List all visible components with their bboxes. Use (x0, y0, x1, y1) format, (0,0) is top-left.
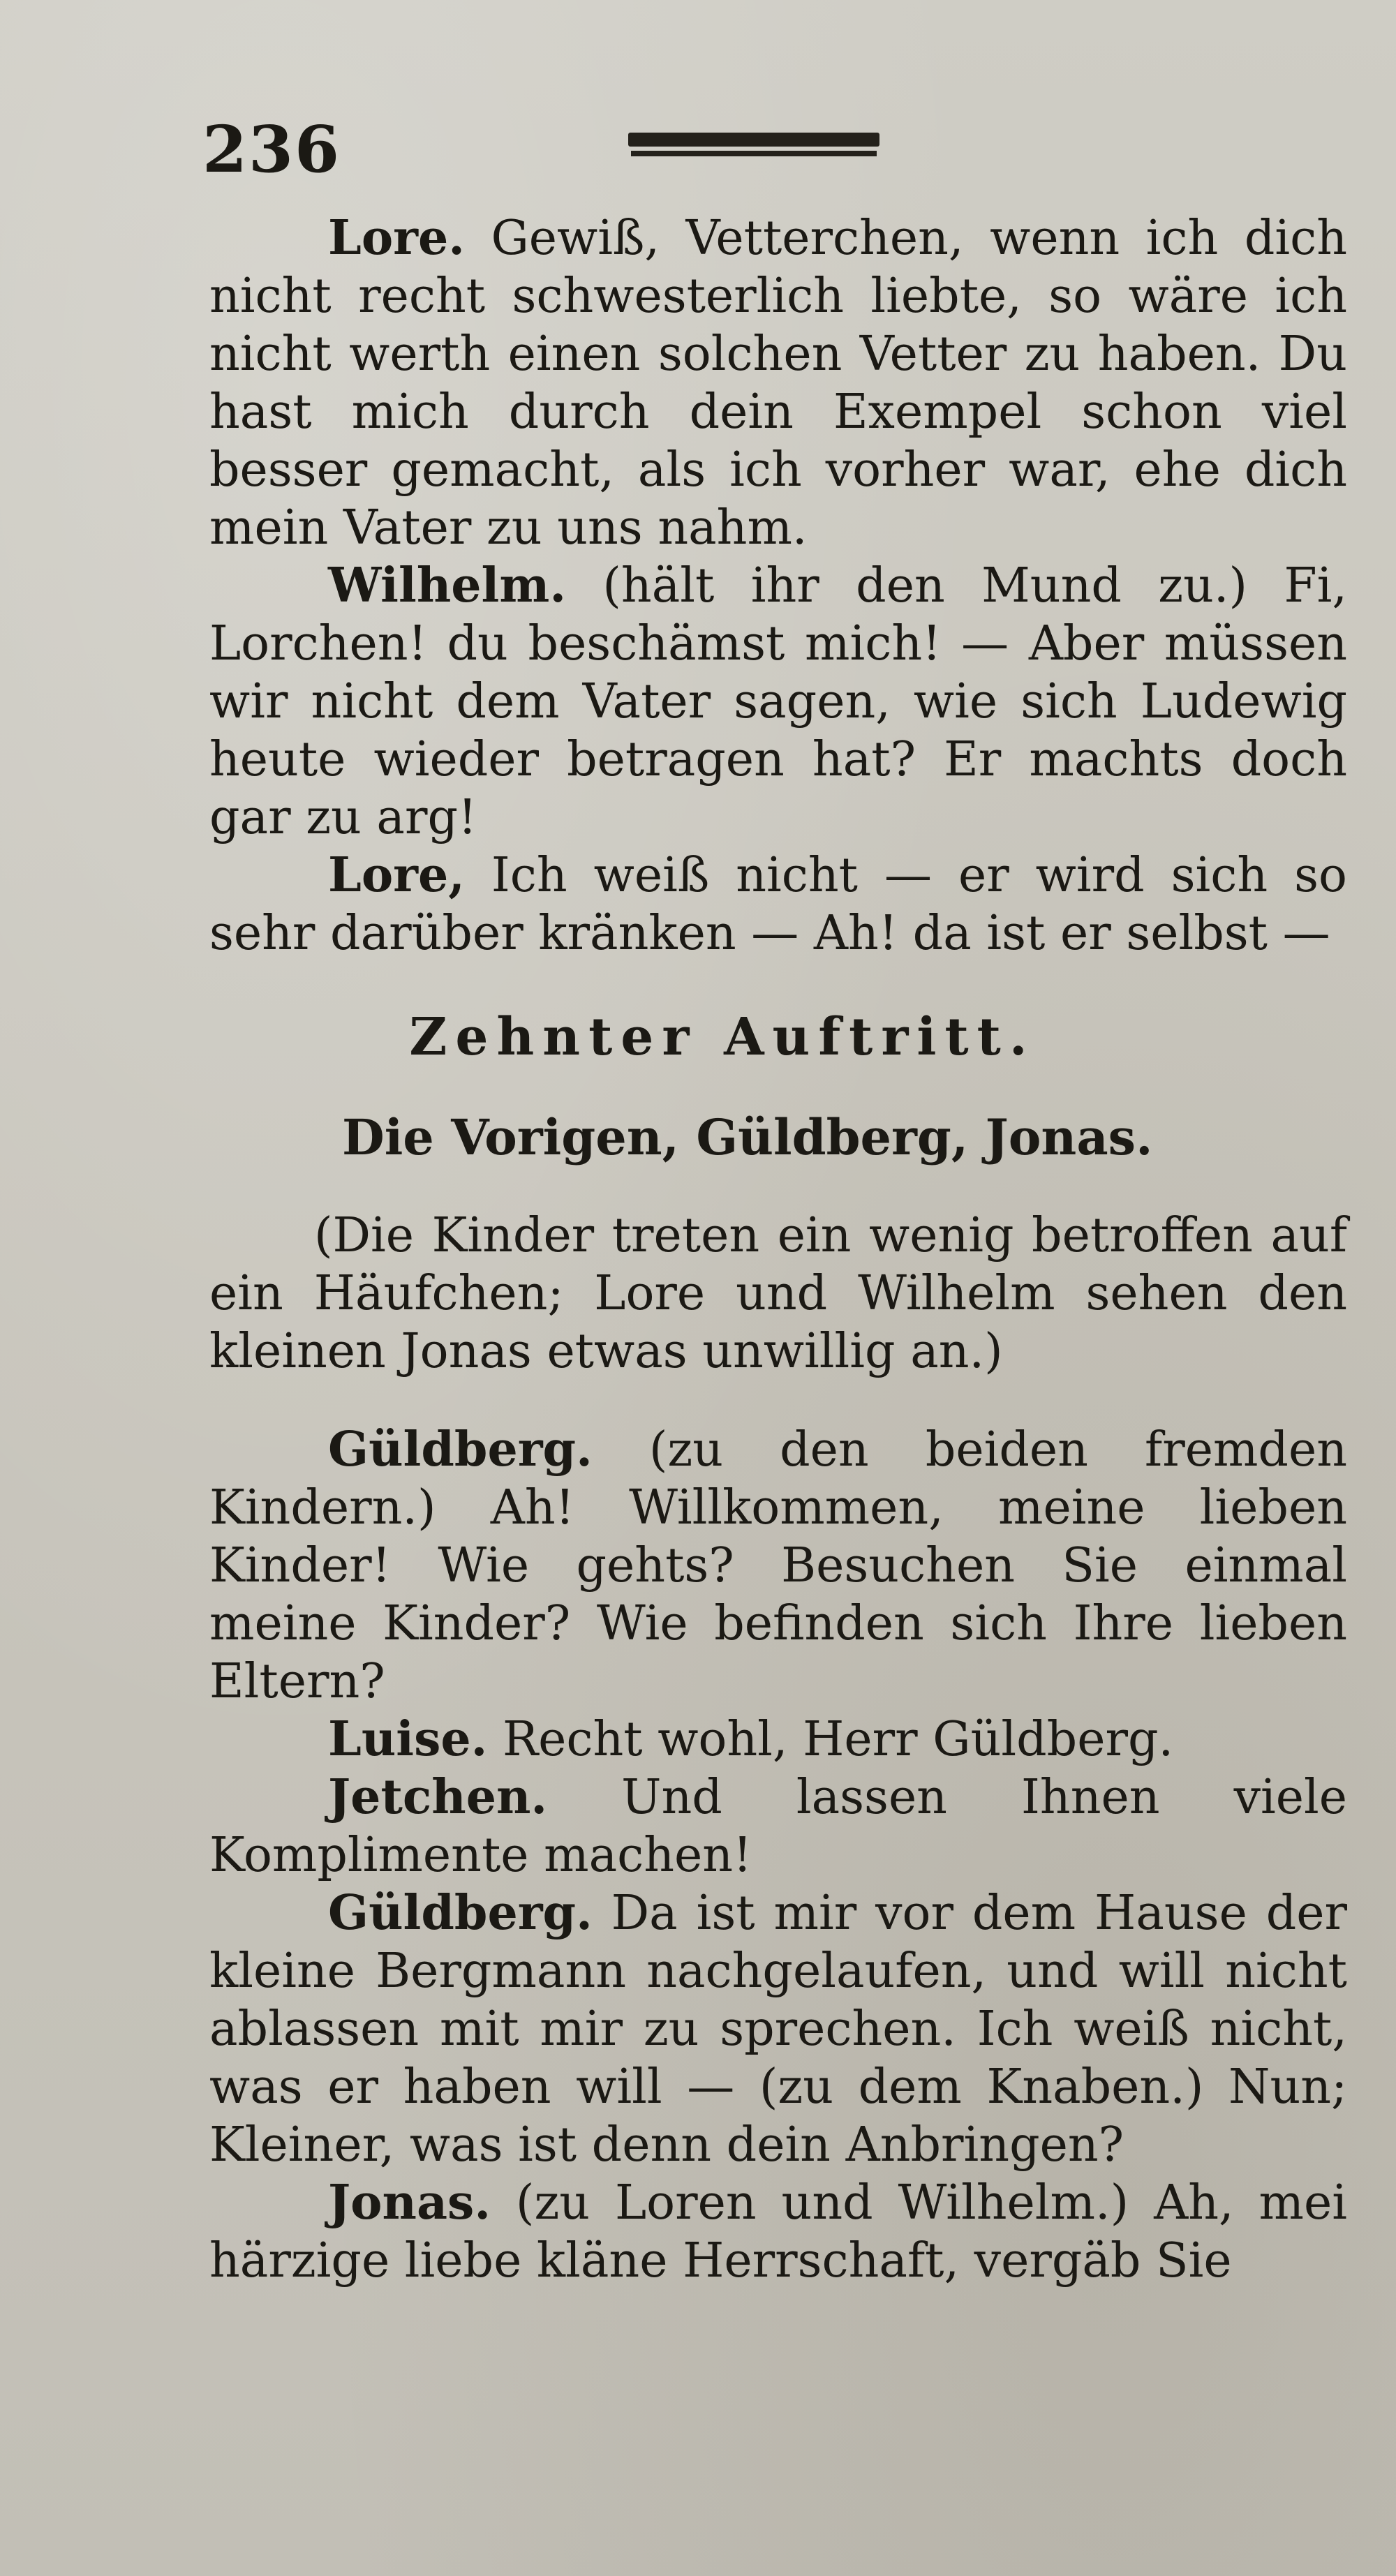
dialogue-paragraph (209, 557, 1347, 847)
speech-text: Und lassen Ihnen viele Komplimente machen! (209, 1770, 1347, 1883)
speech-text: Recht wohl, Herr Güldberg. (502, 1712, 1174, 1767)
dialogue-paragraph (209, 1884, 1347, 2174)
speech-text: Da ist mir vor dem Hause der kleine Bergmann nachgelaufen, und will nicht ablassen mit mir zu sprechen. Ich weiß nicht, was er haben will — (zu dem Knaben.) Nun; Kleiner, was ist denn dein Anbringen? (209, 1886, 1347, 2173)
speech-text: Ah! Willkommen, meine lieben Kinder! Wie gehts? Besuchen Sie einmal meine Kinder? Wie befinden sich Ihre lieben Eltern? (209, 1480, 1347, 1709)
speaker-name: Jetchen. (328, 1769, 548, 1825)
page-number: 236 (202, 112, 341, 187)
stage-direction: (zu den beiden fremden Kindern.) (209, 1422, 1347, 1535)
speech-text: Gewiß, Vetterchen, wenn ich dich nicht recht schwesterlich liebte, so wäre ich nicht werth einen solchen Vetter zu haben. Du hast mich durch dein Exempel schon viel besser gemacht, als ich vorher war, ehe dich mein Vater zu uns nahm. (209, 211, 1347, 556)
scene-cast-list: Die Vorigen, Güldberg, Jonas. (342, 1108, 1153, 1166)
speaker-name: Güldberg. (328, 1422, 593, 1477)
speech-text: Ich weiß nicht — er wird sich so sehr darüber kränken — Ah! da ist er selbst — (209, 848, 1347, 961)
dialogue-paragraph (209, 847, 1347, 962)
dialogue-paragraph (209, 209, 1347, 557)
speaker-name: Güldberg. (328, 1885, 593, 1941)
dialogue-paragraph (209, 2174, 1347, 2290)
page-header (202, 112, 1361, 195)
scene-heading: Zehnter Auftritt. (409, 1007, 1036, 1067)
speaker-name: Wilhelm. (328, 558, 566, 613)
stage-direction: (hält ihr den Mund zu.) (602, 558, 1248, 613)
speaker-name: Lore. (328, 210, 465, 266)
page-body (209, 209, 1347, 2290)
stage-direction: (zu Loren und Wilhelm.) (515, 2175, 1129, 2231)
header-rule (628, 133, 879, 147)
scene-stage-direction: (Die Kinder treten ein wenig betroffen auf ein Häufchen; Lore und Wilhelm sehen den kleinen Jonas etwas unwillig an.) (209, 1208, 1347, 1379)
speaker-name: Jonas. (328, 2175, 491, 2231)
dialogue-paragraph (209, 1769, 1347, 1884)
dialogue-paragraph (209, 1711, 1347, 1769)
speech-text: Ah, mei härzige liebe kläne Herrschaft, vergäb Sie (209, 2175, 1347, 2288)
speech-text: Fi, Lorchen! du beschämst mich! — Aber müssen wir nicht dem Vater sagen, wie sich Ludewig heute wieder betragen hat? Er machts doch gar zu arg! (209, 558, 1348, 845)
dialogue-paragraph (209, 1421, 1347, 1711)
speaker-name: Lore, (328, 847, 465, 903)
speaker-name: Luise. (328, 1711, 488, 1767)
